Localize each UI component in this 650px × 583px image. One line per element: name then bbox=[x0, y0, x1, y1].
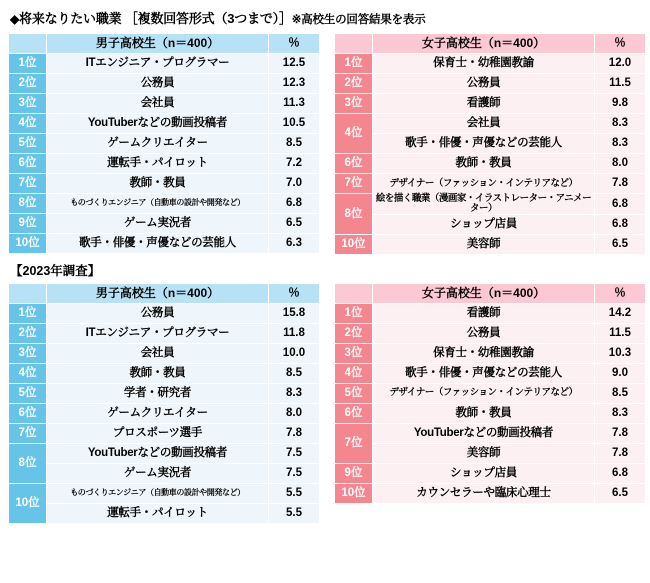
item-cell: ショップ店員 bbox=[373, 214, 595, 234]
pct-cell: 6.8 bbox=[595, 194, 646, 215]
item-cell: YouTuberなどの動画投稿者 bbox=[47, 114, 269, 134]
pct-cell: 6.8 bbox=[595, 463, 646, 483]
pct-cell: 7.8 bbox=[269, 423, 320, 443]
pct-cell: 12.5 bbox=[269, 54, 320, 74]
header-title-cell: 女子高校生（n＝400） bbox=[373, 283, 595, 303]
table-row bbox=[335, 463, 646, 483]
pct-cell: 10.3 bbox=[595, 343, 646, 363]
pct-cell: 12.0 bbox=[595, 54, 646, 74]
item-cell: 教師・教員 bbox=[47, 363, 269, 383]
table-row bbox=[335, 443, 646, 463]
table-row bbox=[9, 94, 320, 114]
item-cell: 絵を描く職業（漫画家・イラストレーター・アニメーター） bbox=[373, 194, 595, 215]
rank-cell: 10位 bbox=[9, 483, 47, 523]
pct-cell: 6.5 bbox=[595, 483, 646, 503]
table-girls-current bbox=[334, 33, 646, 255]
rank-cell: 1位 bbox=[9, 303, 47, 323]
table-row bbox=[9, 443, 320, 463]
table-row bbox=[335, 323, 646, 343]
item-cell: YouTuberなどの動画投稿者 bbox=[373, 423, 595, 443]
table-row bbox=[335, 403, 646, 423]
table-row bbox=[9, 214, 320, 234]
pct-cell: 8.3 bbox=[269, 383, 320, 403]
item-cell: 公務員 bbox=[373, 323, 595, 343]
item-cell: デザイナー（ファッション・インテリアなど） bbox=[373, 383, 595, 403]
table-row bbox=[9, 74, 320, 94]
rank-cell: 2位 bbox=[335, 323, 373, 343]
item-cell: 運転手・パイロット bbox=[47, 154, 269, 174]
table-header-row bbox=[9, 283, 320, 303]
table-row bbox=[335, 134, 646, 154]
pct-cell: 8.3 bbox=[595, 403, 646, 423]
table-row bbox=[9, 234, 320, 254]
item-cell: 教師・教員 bbox=[373, 154, 595, 174]
pct-cell: 8.3 bbox=[595, 114, 646, 134]
table-row bbox=[335, 383, 646, 403]
rank-cell: 6位 bbox=[9, 154, 47, 174]
pct-cell: 6.3 bbox=[269, 234, 320, 254]
item-cell: カウンセラーや臨床心理士 bbox=[373, 483, 595, 503]
table-row bbox=[9, 303, 320, 323]
rank-cell: 10位 bbox=[335, 234, 373, 254]
section-2023-label: 【2023年調査】 bbox=[10, 263, 101, 278]
current-survey-tables bbox=[8, 33, 642, 255]
table-row bbox=[335, 194, 646, 215]
pct-cell: 11.8 bbox=[269, 323, 320, 343]
table-row bbox=[9, 483, 320, 503]
item-cell: 美容師 bbox=[373, 234, 595, 254]
table-boys-2023 bbox=[8, 283, 320, 524]
item-cell: 看護師 bbox=[373, 94, 595, 114]
pct-cell: 6.5 bbox=[595, 234, 646, 254]
item-cell: 会社員 bbox=[47, 343, 269, 363]
table-row bbox=[335, 94, 646, 114]
page-title-note: ※高校生の回答結果を表示 bbox=[291, 14, 426, 26]
rank-cell: 2位 bbox=[9, 323, 47, 343]
item-cell: ものづくりエンジニア（自動車の設計や開発など） bbox=[47, 483, 269, 503]
item-cell: ゲームクリエイター bbox=[47, 403, 269, 423]
pct-cell: 6.8 bbox=[595, 214, 646, 234]
pct-cell: 7.8 bbox=[595, 443, 646, 463]
header-title-cell: 男子高校生（n＝400） bbox=[47, 283, 269, 303]
header-pct-cell: ％ bbox=[269, 283, 320, 303]
item-cell: 公務員 bbox=[47, 74, 269, 94]
table-row bbox=[9, 54, 320, 74]
rank-cell: 2位 bbox=[9, 74, 47, 94]
item-cell: 教師・教員 bbox=[373, 403, 595, 423]
item-cell: 歌手・俳優・声優などの芸能人 bbox=[373, 134, 595, 154]
rank-cell: 3位 bbox=[9, 94, 47, 114]
rank-cell: 6位 bbox=[9, 403, 47, 423]
table-row bbox=[9, 114, 320, 134]
item-cell: 公務員 bbox=[47, 303, 269, 323]
pct-cell: 8.5 bbox=[269, 134, 320, 154]
rank-cell: 9位 bbox=[335, 463, 373, 483]
table-row bbox=[335, 114, 646, 134]
pct-cell: 6.8 bbox=[269, 194, 320, 214]
item-cell: 歌手・俳優・声優などの芸能人 bbox=[373, 363, 595, 383]
pct-cell: 9.0 bbox=[595, 363, 646, 383]
item-cell: YouTuberなどの動画投稿者 bbox=[47, 443, 269, 463]
rank-cell: 7位 bbox=[335, 174, 373, 194]
table-girls-2023 bbox=[334, 283, 646, 504]
table-row bbox=[9, 323, 320, 343]
pct-cell: 7.5 bbox=[269, 443, 320, 463]
rank-cell: 3位 bbox=[335, 343, 373, 363]
rank-cell: 1位 bbox=[9, 54, 47, 74]
table-row bbox=[9, 194, 320, 214]
rank-cell: 8位 bbox=[9, 194, 47, 214]
bullet-diamond-icon: ◆ bbox=[10, 12, 20, 26]
pct-cell: 11.3 bbox=[269, 94, 320, 114]
pct-cell: 7.2 bbox=[269, 154, 320, 174]
pct-cell: 11.5 bbox=[595, 74, 646, 94]
pct-cell: 15.8 bbox=[269, 303, 320, 323]
pct-cell: 5.5 bbox=[269, 483, 320, 503]
rank-cell: 6位 bbox=[335, 403, 373, 423]
header-rank-cell bbox=[335, 283, 373, 303]
rank-cell: 10位 bbox=[335, 483, 373, 503]
pct-cell: 7.8 bbox=[595, 423, 646, 443]
pct-cell: 7.5 bbox=[269, 463, 320, 483]
rank-cell: 5位 bbox=[335, 383, 373, 403]
item-cell: 歌手・俳優・声優などの芸能人 bbox=[47, 234, 269, 254]
rank-cell: 9位 bbox=[9, 214, 47, 234]
item-cell: 保育士・幼稚園教諭 bbox=[373, 54, 595, 74]
table-row bbox=[335, 214, 646, 234]
item-cell: ゲーム実況者 bbox=[47, 463, 269, 483]
item-cell: 会社員 bbox=[47, 94, 269, 114]
table-row bbox=[9, 134, 320, 154]
table-row bbox=[9, 463, 320, 483]
pct-cell: 14.2 bbox=[595, 303, 646, 323]
pct-cell: 7.0 bbox=[269, 174, 320, 194]
pct-cell: 8.3 bbox=[595, 134, 646, 154]
table-row bbox=[335, 54, 646, 74]
pct-cell: 8.5 bbox=[269, 363, 320, 383]
survey-2023-tables bbox=[8, 283, 642, 524]
item-cell: ゲームクリエイター bbox=[47, 134, 269, 154]
pct-cell: 10.0 bbox=[269, 343, 320, 363]
table-boys-current bbox=[8, 33, 320, 254]
item-cell: 教師・教員 bbox=[47, 174, 269, 194]
rank-cell: 3位 bbox=[9, 343, 47, 363]
table-header-row bbox=[335, 34, 646, 54]
rank-cell: 6位 bbox=[335, 154, 373, 174]
rank-cell: 8位 bbox=[9, 443, 47, 483]
table-header-row bbox=[9, 34, 320, 54]
table-row bbox=[9, 403, 320, 423]
header-pct-cell: ％ bbox=[595, 34, 646, 54]
item-cell: 美容師 bbox=[373, 443, 595, 463]
table-row bbox=[335, 174, 646, 194]
item-cell: ショップ店員 bbox=[373, 463, 595, 483]
pct-cell: 11.5 bbox=[595, 323, 646, 343]
rank-cell: 7位 bbox=[335, 423, 373, 463]
page-title-text: 将来なりたい職業 ［複数回答形式（3つまで）］ bbox=[19, 11, 292, 26]
item-cell: 看護師 bbox=[373, 303, 595, 323]
header-title-cell: 女子高校生（n＝400） bbox=[373, 34, 595, 54]
header-pct-cell: ％ bbox=[269, 34, 320, 54]
item-cell: ITエンジニア・プログラマー bbox=[47, 54, 269, 74]
table-row bbox=[9, 503, 320, 523]
rank-cell: 4位 bbox=[335, 114, 373, 154]
rank-cell: 1位 bbox=[335, 54, 373, 74]
item-cell: 運転手・パイロット bbox=[47, 503, 269, 523]
rank-cell: 2位 bbox=[335, 74, 373, 94]
table-row bbox=[335, 303, 646, 323]
item-cell: ゲーム実況者 bbox=[47, 214, 269, 234]
table-header-row bbox=[335, 283, 646, 303]
table-row bbox=[335, 234, 646, 254]
pct-cell: 10.5 bbox=[269, 114, 320, 134]
item-cell: 学者・研究者 bbox=[47, 383, 269, 403]
header-rank-cell bbox=[335, 34, 373, 54]
pct-cell: 5.5 bbox=[269, 503, 320, 523]
item-cell: デザイナー（ファッション・インテリアなど） bbox=[373, 174, 595, 194]
pct-cell: 9.8 bbox=[595, 94, 646, 114]
pct-cell: 8.0 bbox=[595, 154, 646, 174]
item-cell: 保育士・幼稚園教諭 bbox=[373, 343, 595, 363]
table-row bbox=[335, 483, 646, 503]
rank-cell: 7位 bbox=[9, 423, 47, 443]
rank-cell: 8位 bbox=[335, 194, 373, 235]
pct-cell: 8.0 bbox=[269, 403, 320, 423]
rank-cell: 7位 bbox=[9, 174, 47, 194]
rank-cell: 4位 bbox=[9, 114, 47, 134]
rank-cell: 1位 bbox=[335, 303, 373, 323]
table-row bbox=[335, 343, 646, 363]
table-row bbox=[335, 423, 646, 443]
pct-cell: 12.3 bbox=[269, 74, 320, 94]
rank-cell: 5位 bbox=[9, 383, 47, 403]
rank-cell: 4位 bbox=[9, 363, 47, 383]
rank-cell: 3位 bbox=[335, 94, 373, 114]
rank-cell: 5位 bbox=[9, 134, 47, 154]
pct-cell: 8.5 bbox=[595, 383, 646, 403]
table-row bbox=[9, 423, 320, 443]
table-row bbox=[335, 154, 646, 174]
header-pct-cell: ％ bbox=[595, 283, 646, 303]
rank-cell: 10位 bbox=[9, 234, 47, 254]
item-cell: 公務員 bbox=[373, 74, 595, 94]
header-title-cell: 男子高校生（n＝400） bbox=[47, 34, 269, 54]
table-row bbox=[9, 383, 320, 403]
table-row bbox=[335, 363, 646, 383]
page-title bbox=[10, 8, 642, 27]
item-cell: ものづくりエンジニア（自動車の設計や開発など） bbox=[47, 194, 269, 214]
table-row bbox=[335, 74, 646, 94]
pct-cell: 7.8 bbox=[595, 174, 646, 194]
header-rank-cell bbox=[9, 34, 47, 54]
item-cell: ITエンジニア・プログラマー bbox=[47, 323, 269, 343]
item-cell: プロスポーツ選手 bbox=[47, 423, 269, 443]
table-row bbox=[9, 343, 320, 363]
pct-cell: 6.5 bbox=[269, 214, 320, 234]
rank-cell: 4位 bbox=[335, 363, 373, 383]
item-cell: 会社員 bbox=[373, 114, 595, 134]
table-row bbox=[9, 174, 320, 194]
header-rank-cell bbox=[9, 283, 47, 303]
table-row bbox=[9, 363, 320, 383]
table-row bbox=[9, 154, 320, 174]
